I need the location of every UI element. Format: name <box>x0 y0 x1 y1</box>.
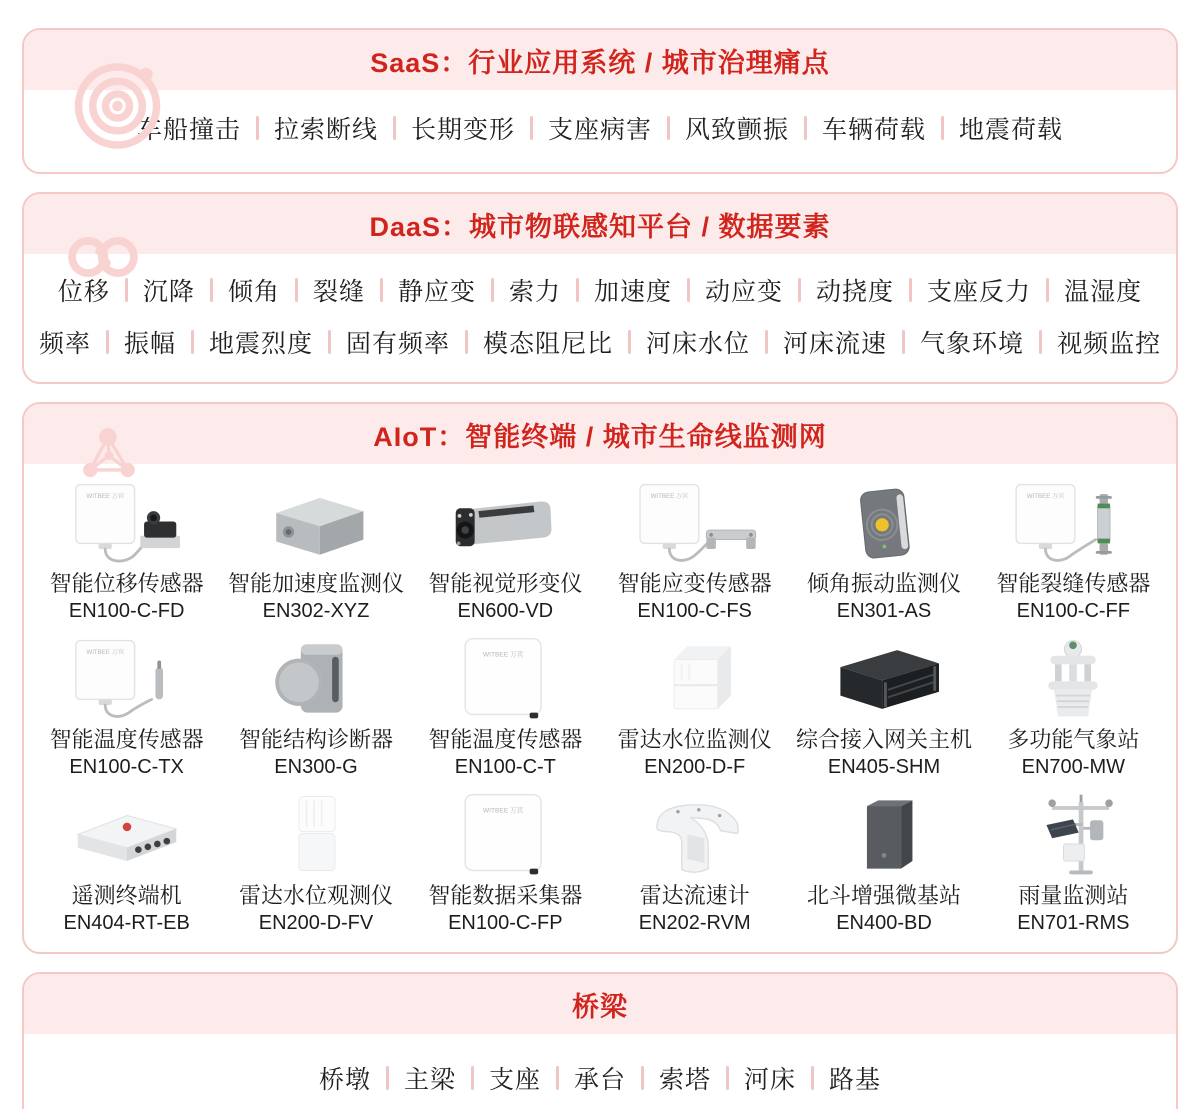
section-bridge <box>22 972 1178 1109</box>
product-grid <box>24 464 1176 952</box>
item-chip: 裂缝 <box>312 278 365 306</box>
svg-text:WITBEE 万宾: WITBEE 万宾 <box>650 492 688 500</box>
item-chip: 位移 <box>57 278 110 306</box>
product-model: EN701-RMS <box>1017 912 1130 934</box>
item-chip: 静应变 <box>397 278 476 306</box>
product-name: 雷达水位监测仪 <box>617 727 772 752</box>
product-card <box>600 478 789 624</box>
item-chip: 沉降 <box>142 278 195 306</box>
item-chip: 支座病害 <box>547 116 652 144</box>
product-card <box>411 634 600 780</box>
product-model: EN302-XYZ <box>262 600 370 622</box>
product-name: 智能裂缝传感器 <box>996 571 1151 596</box>
product-card <box>411 478 600 624</box>
product-name: 倾角振动监测仪 <box>806 571 961 596</box>
product-model: EN400-BD <box>836 912 932 934</box>
tilt-vibration-monitor-icon <box>789 478 978 566</box>
item-chip: 支座 <box>488 1066 541 1094</box>
item-chip: 索力 <box>508 278 561 306</box>
product-model: EN100-C-FS <box>637 600 752 622</box>
product-name: 雷达流速计 <box>639 883 750 908</box>
gateway-rack-icon <box>789 634 978 722</box>
saas-header <box>24 30 1176 90</box>
section-saas <box>22 28 1178 174</box>
daas-header <box>24 194 1176 254</box>
product-name: 智能加速度监测仪 <box>227 571 404 596</box>
bridge-body <box>24 1034 1176 1109</box>
product-model: EN202-RVM <box>638 912 751 934</box>
item-chip: 主梁 <box>403 1066 456 1094</box>
product-name: 智能数据采集器 <box>428 883 583 908</box>
product-model: EN100-C-FP <box>448 912 563 934</box>
displacement-sensor-icon <box>32 478 221 566</box>
white-panel-device-icon <box>411 790 600 878</box>
svg-text:WITBEE 万宾: WITBEE 万宾 <box>86 492 124 500</box>
aiot-body <box>24 464 1176 952</box>
product-name: 智能温度传感器 <box>428 727 583 752</box>
crack-sensor-icon <box>979 478 1168 566</box>
telemetry-terminal-icon <box>32 790 221 878</box>
acceleration-monitor-icon <box>221 478 410 566</box>
item-chip: 拉索断线 <box>273 116 378 144</box>
svg-text:WITBEE 万宾: WITBEE 万宾 <box>1027 492 1065 500</box>
saas-body <box>24 90 1176 172</box>
item-chip: 河床水位 <box>646 330 751 358</box>
item-chip: 风致颤振 <box>685 116 790 144</box>
item-chip: 地震荷载 <box>959 116 1064 144</box>
daas-title: DaaS：城市物联感知平台 / 数据要素 <box>369 212 831 242</box>
product-card <box>32 478 221 624</box>
product-name: 遥测终端机 <box>71 883 182 908</box>
item-chip: 车辆荷载 <box>822 116 927 144</box>
product-card <box>221 790 410 936</box>
item-chip: 频率 <box>38 330 91 358</box>
product-name: 综合接入网关主机 <box>795 727 972 752</box>
item-chip: 桥墩 <box>318 1066 371 1094</box>
item-chip: 加速度 <box>594 278 673 306</box>
daas-body <box>24 272 1176 360</box>
white-panel-device-icon <box>411 634 600 722</box>
temperature-sensor-probe-icon <box>32 634 221 722</box>
aiot-header <box>24 404 1176 464</box>
item-chip: 支座反力 <box>927 278 1032 306</box>
product-model: EN405-SHM <box>827 756 941 778</box>
product-name: 智能应变传感器 <box>617 571 772 596</box>
rain-station-pole-icon <box>979 790 1168 878</box>
product-model: EN100-C-FF <box>1016 600 1130 622</box>
section-daas <box>22 192 1178 384</box>
product-card <box>32 634 221 780</box>
product-card <box>789 478 978 624</box>
item-chip: 河床流速 <box>783 330 888 358</box>
daas-items-row1 <box>24 272 1176 308</box>
item-chip: 路基 <box>829 1066 882 1094</box>
product-model: EN100-C-FD <box>68 600 185 622</box>
product-model: EN300-G <box>274 756 358 778</box>
strain-sensor-icon <box>600 478 789 566</box>
product-name: 智能温度传感器 <box>49 727 204 752</box>
item-chip: 振幅 <box>123 330 176 358</box>
beidou-base-station-icon <box>789 790 978 878</box>
radar-level-stack-icon <box>221 790 410 878</box>
product-model: EN600-VD <box>457 600 554 622</box>
product-card <box>411 790 600 936</box>
bridge-title: 桥梁 <box>572 992 628 1022</box>
saas-title: SaaS：行业应用系统 / 城市治理痛点 <box>370 48 830 78</box>
product-card <box>221 478 410 624</box>
product-card <box>979 790 1168 936</box>
product-card <box>979 634 1168 780</box>
item-chip: 倾角 <box>227 278 280 306</box>
product-model: EN100-C-T <box>454 756 556 778</box>
product-name: 雷达水位观测仪 <box>238 883 393 908</box>
item-chip: 承台 <box>573 1066 626 1094</box>
item-chip: 河床 <box>744 1066 797 1094</box>
product-card <box>979 478 1168 624</box>
structure-diagnoser-icon <box>221 634 410 722</box>
saas-items <box>24 110 1176 146</box>
daas-items-row2 <box>24 324 1176 360</box>
item-chip: 温湿度 <box>1064 278 1143 306</box>
item-chip: 地震烈度 <box>208 330 313 358</box>
product-model: EN404-RT-EB <box>63 912 190 934</box>
item-chip: 动应变 <box>705 278 784 306</box>
flow-radar-icon <box>600 790 789 878</box>
item-chip: 长期变形 <box>410 116 515 144</box>
item-chip: 车船撞击 <box>136 116 241 144</box>
item-chip: 动挠度 <box>816 278 895 306</box>
product-name: 北斗增强微基站 <box>806 883 961 908</box>
radar-level-cube-icon <box>600 634 789 722</box>
product-card <box>789 790 978 936</box>
product-card <box>789 634 978 780</box>
svg-text:WITBEE 万宾: WITBEE 万宾 <box>86 648 124 656</box>
product-model: EN200-D-F <box>644 756 746 778</box>
product-name: 智能结构诊断器 <box>238 727 393 752</box>
aiot-title: AIoT：智能终端 / 城市生命线监测网 <box>373 422 827 452</box>
item-chip: 固有频率 <box>345 330 450 358</box>
item-chip: 索塔 <box>659 1066 712 1094</box>
weather-station-head-icon <box>979 634 1168 722</box>
product-name: 智能位移传感器 <box>49 571 204 596</box>
product-card <box>600 634 789 780</box>
product-name: 雨量监测站 <box>1018 883 1129 908</box>
product-model: EN200-D-FV <box>258 912 374 934</box>
product-model: EN301-AS <box>836 600 932 622</box>
product-card <box>32 790 221 936</box>
product-card <box>600 790 789 936</box>
bridge-items <box>24 1060 1176 1096</box>
product-name: 多功能气象站 <box>1007 727 1140 752</box>
item-chip: 模态阻尼比 <box>483 330 614 358</box>
product-model: EN100-C-TX <box>69 756 184 778</box>
svg-text:WITBEE 万宾: WITBEE 万宾 <box>483 807 524 815</box>
product-model: EN700-MW <box>1021 756 1125 778</box>
product-card <box>221 634 410 780</box>
bridge-header <box>24 974 1176 1034</box>
item-chip: 视频监控 <box>1057 330 1162 358</box>
vision-camera-icon <box>411 478 600 566</box>
product-name: 智能视觉形变仪 <box>428 571 583 596</box>
item-chip: 气象环境 <box>920 330 1025 358</box>
svg-text:WITBEE 万宾: WITBEE 万宾 <box>483 651 524 659</box>
section-aiot <box>22 402 1178 954</box>
